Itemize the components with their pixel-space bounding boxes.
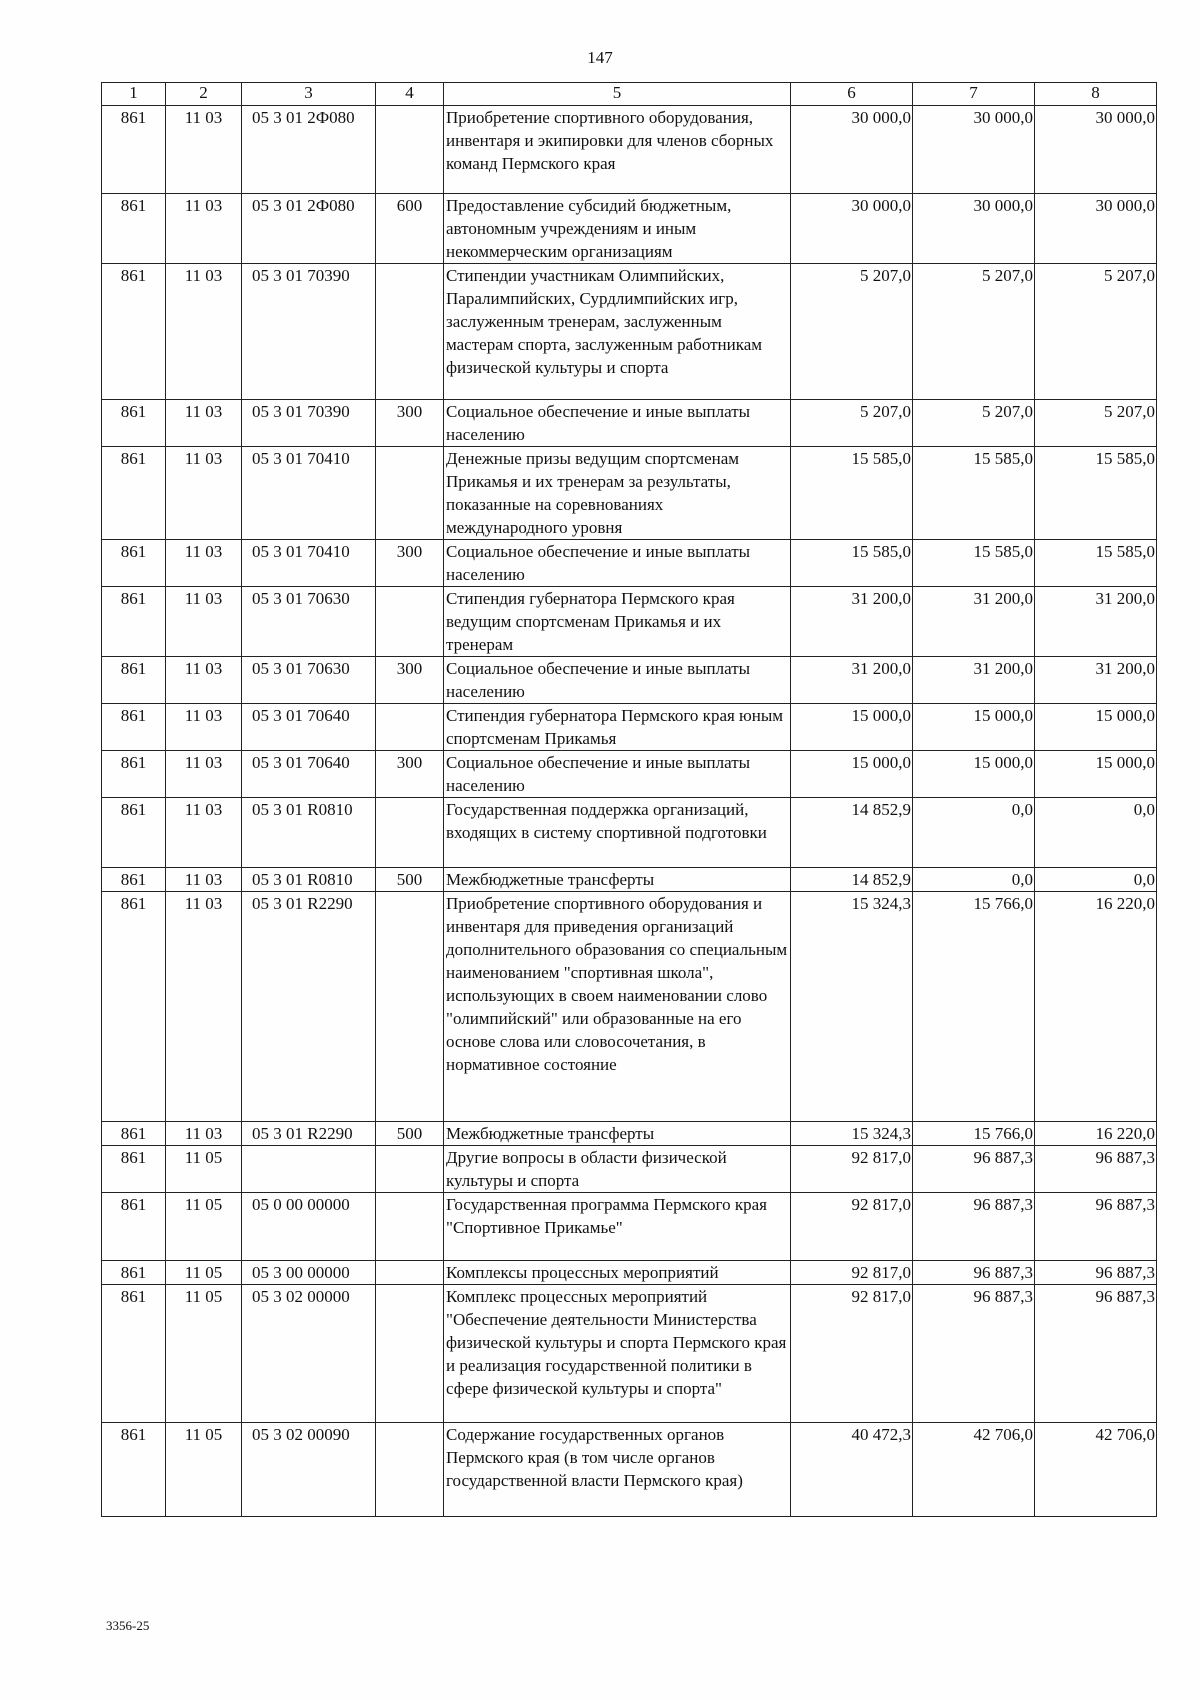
description-cell: Стипендия губернатора Пермского края ведущим спортсменам Прикамья и их тренерам — [444, 587, 791, 657]
target-code-cell: 05 3 01 2Ф080 — [242, 194, 376, 264]
amount-year2-cell: 15 585,0 — [913, 540, 1035, 587]
target-code-cell: 05 3 01 70390 — [242, 264, 376, 400]
section-code-cell: 11 03 — [166, 540, 242, 587]
table-row — [102, 704, 1157, 751]
admin-code-cell: 861 — [102, 447, 166, 540]
description-cell: Содержание государственных органов Пермского края (в том числе органов государственной власти Пермского края) — [444, 1423, 791, 1517]
table-row — [102, 1285, 1157, 1423]
section-code-cell: 11 03 — [166, 892, 242, 1122]
description-cell: Стипендии участникам Олимпийских, Паралимпийских, Сурдлимпийских игр, заслуженным тренерам, заслуженным мастерам спорта, заслуженным работникам физической культуры и спорта — [444, 264, 791, 400]
description-cell: Государственная поддержка организаций, входящих в систему спортивной подготовки — [444, 798, 791, 868]
header-cell-2: 2 — [166, 83, 242, 106]
amount-year1-cell: 15 000,0 — [791, 704, 913, 751]
amount-year1-cell: 92 817,0 — [791, 1193, 913, 1261]
table-row — [102, 1261, 1157, 1285]
budget-table — [101, 82, 1157, 1517]
amount-year1-cell: 30 000,0 — [791, 106, 913, 194]
section-code-cell: 11 05 — [166, 1423, 242, 1517]
admin-code-cell: 861 — [102, 1122, 166, 1146]
section-code-cell: 11 03 — [166, 798, 242, 868]
table-row — [102, 1423, 1157, 1517]
description-cell: Социальное обеспечение и иные выплаты населению — [444, 400, 791, 447]
description-cell: Стипендия губернатора Пермского края юным спортсменам Прикамья — [444, 704, 791, 751]
description-cell: Социальное обеспечение и иные выплаты населению — [444, 751, 791, 798]
admin-code-cell: 861 — [102, 798, 166, 868]
amount-year3-cell: 16 220,0 — [1035, 1122, 1157, 1146]
description-cell: Комплекс процессных мероприятий "Обеспечение деятельности Министерства физической культуры и спорта Пермского края и реализация государственной политики в сфере физической культуры и спорта" — [444, 1285, 791, 1423]
amount-year3-cell: 5 207,0 — [1035, 264, 1157, 400]
target-code-cell: 05 3 01 70630 — [242, 657, 376, 704]
expense-type-cell: 600 — [376, 194, 444, 264]
amount-year1-cell: 14 852,9 — [791, 868, 913, 892]
header-row — [102, 83, 1157, 106]
table-row — [102, 447, 1157, 540]
description-cell: Межбюджетные трансферты — [444, 1122, 791, 1146]
admin-code-cell: 861 — [102, 704, 166, 751]
table-row — [102, 540, 1157, 587]
target-code-cell: 05 3 01 70410 — [242, 447, 376, 540]
table-body — [102, 106, 1157, 1517]
amount-year2-cell: 15 766,0 — [913, 1122, 1035, 1146]
admin-code-cell: 861 — [102, 1285, 166, 1423]
admin-code-cell: 861 — [102, 1423, 166, 1517]
amount-year2-cell: 30 000,0 — [913, 194, 1035, 264]
admin-code-cell: 861 — [102, 194, 166, 264]
amount-year2-cell: 15 766,0 — [913, 892, 1035, 1122]
admin-code-cell: 861 — [102, 1146, 166, 1193]
expense-type-cell — [376, 264, 444, 400]
amount-year3-cell: 30 000,0 — [1035, 194, 1157, 264]
expense-type-cell — [376, 1146, 444, 1193]
target-code-cell: 05 3 02 00000 — [242, 1285, 376, 1423]
table-row — [102, 106, 1157, 194]
amount-year3-cell: 0,0 — [1035, 798, 1157, 868]
amount-year3-cell: 15 585,0 — [1035, 540, 1157, 587]
section-code-cell: 11 03 — [166, 194, 242, 264]
description-cell: Другие вопросы в области физической культуры и спорта — [444, 1146, 791, 1193]
section-code-cell: 11 03 — [166, 868, 242, 892]
expense-type-cell: 300 — [376, 540, 444, 587]
description-cell: Социальное обеспечение и иные выплаты населению — [444, 657, 791, 704]
table-row — [102, 264, 1157, 400]
table-row — [102, 587, 1157, 657]
header-cell-6: 6 — [791, 83, 913, 106]
amount-year1-cell: 15 324,3 — [791, 892, 913, 1122]
section-code-cell: 11 05 — [166, 1285, 242, 1423]
amount-year2-cell: 42 706,0 — [913, 1423, 1035, 1517]
table-row — [102, 892, 1157, 1122]
section-code-cell: 11 03 — [166, 400, 242, 447]
amount-year2-cell: 0,0 — [913, 798, 1035, 868]
admin-code-cell: 861 — [102, 657, 166, 704]
section-code-cell: 11 03 — [166, 264, 242, 400]
target-code-cell: 05 3 01 70410 — [242, 540, 376, 587]
expense-type-cell — [376, 798, 444, 868]
header-cell-3: 3 — [242, 83, 376, 106]
target-code-cell: 05 3 01 R0810 — [242, 868, 376, 892]
header-cell-1: 1 — [102, 83, 166, 106]
amount-year2-cell: 96 887,3 — [913, 1146, 1035, 1193]
amount-year2-cell: 0,0 — [913, 868, 1035, 892]
table-row — [102, 194, 1157, 264]
amount-year3-cell: 5 207,0 — [1035, 400, 1157, 447]
description-cell: Денежные призы ведущим спортсменам Прикамья и их тренерам за результаты, показанные на соревнованиях международного уровня — [444, 447, 791, 540]
description-cell: Государственная программа Пермского края "Спортивное Прикамье" — [444, 1193, 791, 1261]
amount-year1-cell: 92 817,0 — [791, 1261, 913, 1285]
amount-year1-cell: 15 585,0 — [791, 447, 913, 540]
admin-code-cell: 861 — [102, 587, 166, 657]
admin-code-cell: 861 — [102, 264, 166, 400]
admin-code-cell: 861 — [102, 540, 166, 587]
table-row — [102, 1122, 1157, 1146]
description-cell: Социальное обеспечение и иные выплаты населению — [444, 540, 791, 587]
header-cell-4: 4 — [376, 83, 444, 106]
admin-code-cell: 861 — [102, 400, 166, 447]
admin-code-cell: 861 — [102, 892, 166, 1122]
section-code-cell: 11 03 — [166, 704, 242, 751]
page-number: 147 — [587, 48, 613, 67]
header-cell-5: 5 — [444, 83, 791, 106]
amount-year3-cell: 0,0 — [1035, 868, 1157, 892]
target-code-cell: 05 3 02 00090 — [242, 1423, 376, 1517]
table-row — [102, 657, 1157, 704]
amount-year1-cell: 15 585,0 — [791, 540, 913, 587]
target-code-cell: 05 3 01 2Ф080 — [242, 106, 376, 194]
description-cell: Предоставление субсидий бюджетным, автономным учреждениям и иным некоммерческим организациям — [444, 194, 791, 264]
amount-year3-cell: 31 200,0 — [1035, 657, 1157, 704]
expense-type-cell — [376, 447, 444, 540]
target-code-cell: 05 0 00 00000 — [242, 1193, 376, 1261]
expense-type-cell: 500 — [376, 868, 444, 892]
amount-year1-cell: 5 207,0 — [791, 400, 913, 447]
amount-year1-cell: 14 852,9 — [791, 798, 913, 868]
header-cell-8: 8 — [1035, 83, 1157, 106]
amount-year1-cell: 92 817,0 — [791, 1285, 913, 1423]
table-row — [102, 751, 1157, 798]
description-cell: Приобретение спортивного оборудования и инвентаря для приведения организаций дополнительного образования со специальным наименованием "спортивная школа", использующих в своем наименовании слово "олимпийский" или образованные на его основе слова или словосочетания, в нормативное состояние — [444, 892, 791, 1122]
target-code-cell: 05 3 00 00000 — [242, 1261, 376, 1285]
amount-year2-cell: 31 200,0 — [913, 587, 1035, 657]
header-cell-7: 7 — [913, 83, 1035, 106]
target-code-cell: 05 3 01 R2290 — [242, 892, 376, 1122]
amount-year1-cell: 5 207,0 — [791, 264, 913, 400]
amount-year3-cell: 96 887,3 — [1035, 1146, 1157, 1193]
amount-year3-cell: 31 200,0 — [1035, 587, 1157, 657]
amount-year1-cell: 92 817,0 — [791, 1146, 913, 1193]
expense-type-cell — [376, 892, 444, 1122]
amount-year2-cell: 30 000,0 — [913, 106, 1035, 194]
expense-type-cell — [376, 106, 444, 194]
amount-year3-cell: 15 000,0 — [1035, 751, 1157, 798]
target-code-cell: 05 3 01 70640 — [242, 704, 376, 751]
target-code-cell — [242, 1146, 376, 1193]
amount-year3-cell: 15 000,0 — [1035, 704, 1157, 751]
description-cell: Межбюджетные трансферты — [444, 868, 791, 892]
amount-year2-cell: 96 887,3 — [913, 1193, 1035, 1261]
admin-code-cell: 861 — [102, 106, 166, 194]
section-code-cell: 11 03 — [166, 447, 242, 540]
expense-type-cell — [376, 1423, 444, 1517]
admin-code-cell: 861 — [102, 1261, 166, 1285]
target-code-cell: 05 3 01 70630 — [242, 587, 376, 657]
description-cell: Приобретение спортивного оборудования, инвентаря и экипировки для членов сборных команд Пермского края — [444, 106, 791, 194]
amount-year2-cell: 5 207,0 — [913, 400, 1035, 447]
target-code-cell: 05 3 01 R2290 — [242, 1122, 376, 1146]
section-code-cell: 11 05 — [166, 1193, 242, 1261]
amount-year2-cell: 5 207,0 — [913, 264, 1035, 400]
description-cell: Комплексы процессных мероприятий — [444, 1261, 791, 1285]
target-code-cell: 05 3 01 R0810 — [242, 798, 376, 868]
amount-year2-cell: 31 200,0 — [913, 657, 1035, 704]
section-code-cell: 11 03 — [166, 751, 242, 798]
amount-year3-cell: 42 706,0 — [1035, 1423, 1157, 1517]
amount-year1-cell: 40 472,3 — [791, 1423, 913, 1517]
target-code-cell: 05 3 01 70390 — [242, 400, 376, 447]
table-row — [102, 868, 1157, 892]
amount-year2-cell: 96 887,3 — [913, 1261, 1035, 1285]
table-row — [102, 1146, 1157, 1193]
admin-code-cell: 861 — [102, 868, 166, 892]
amount-year1-cell: 30 000,0 — [791, 194, 913, 264]
section-code-cell: 11 03 — [166, 1122, 242, 1146]
amount-year3-cell: 16 220,0 — [1035, 892, 1157, 1122]
amount-year2-cell: 15 000,0 — [913, 751, 1035, 798]
table-row — [102, 400, 1157, 447]
document-code: 3356-25 — [106, 1618, 150, 1633]
amount-year2-cell: 96 887,3 — [913, 1285, 1035, 1423]
table-row — [102, 1193, 1157, 1261]
amount-year2-cell: 15 000,0 — [913, 704, 1035, 751]
expense-type-cell — [376, 704, 444, 751]
amount-year1-cell: 15 324,3 — [791, 1122, 913, 1146]
amount-year3-cell: 96 887,3 — [1035, 1261, 1157, 1285]
amount-year1-cell: 15 000,0 — [791, 751, 913, 798]
expense-type-cell: 300 — [376, 751, 444, 798]
target-code-cell: 05 3 01 70640 — [242, 751, 376, 798]
expense-type-cell — [376, 587, 444, 657]
table-row — [102, 798, 1157, 868]
expense-type-cell: 300 — [376, 400, 444, 447]
section-code-cell: 11 03 — [166, 657, 242, 704]
admin-code-cell: 861 — [102, 751, 166, 798]
amount-year1-cell: 31 200,0 — [791, 657, 913, 704]
expense-type-cell — [376, 1285, 444, 1423]
amount-year3-cell: 15 585,0 — [1035, 447, 1157, 540]
section-code-cell: 11 05 — [166, 1146, 242, 1193]
amount-year2-cell: 15 585,0 — [913, 447, 1035, 540]
admin-code-cell: 861 — [102, 1193, 166, 1261]
section-code-cell: 11 03 — [166, 106, 242, 194]
amount-year3-cell: 30 000,0 — [1035, 106, 1157, 194]
amount-year1-cell: 31 200,0 — [791, 587, 913, 657]
expense-type-cell: 300 — [376, 657, 444, 704]
expense-type-cell: 500 — [376, 1122, 444, 1146]
section-code-cell: 11 05 — [166, 1261, 242, 1285]
section-code-cell: 11 03 — [166, 587, 242, 657]
expense-type-cell — [376, 1193, 444, 1261]
amount-year3-cell: 96 887,3 — [1035, 1285, 1157, 1423]
amount-year3-cell: 96 887,3 — [1035, 1193, 1157, 1261]
expense-type-cell — [376, 1261, 444, 1285]
